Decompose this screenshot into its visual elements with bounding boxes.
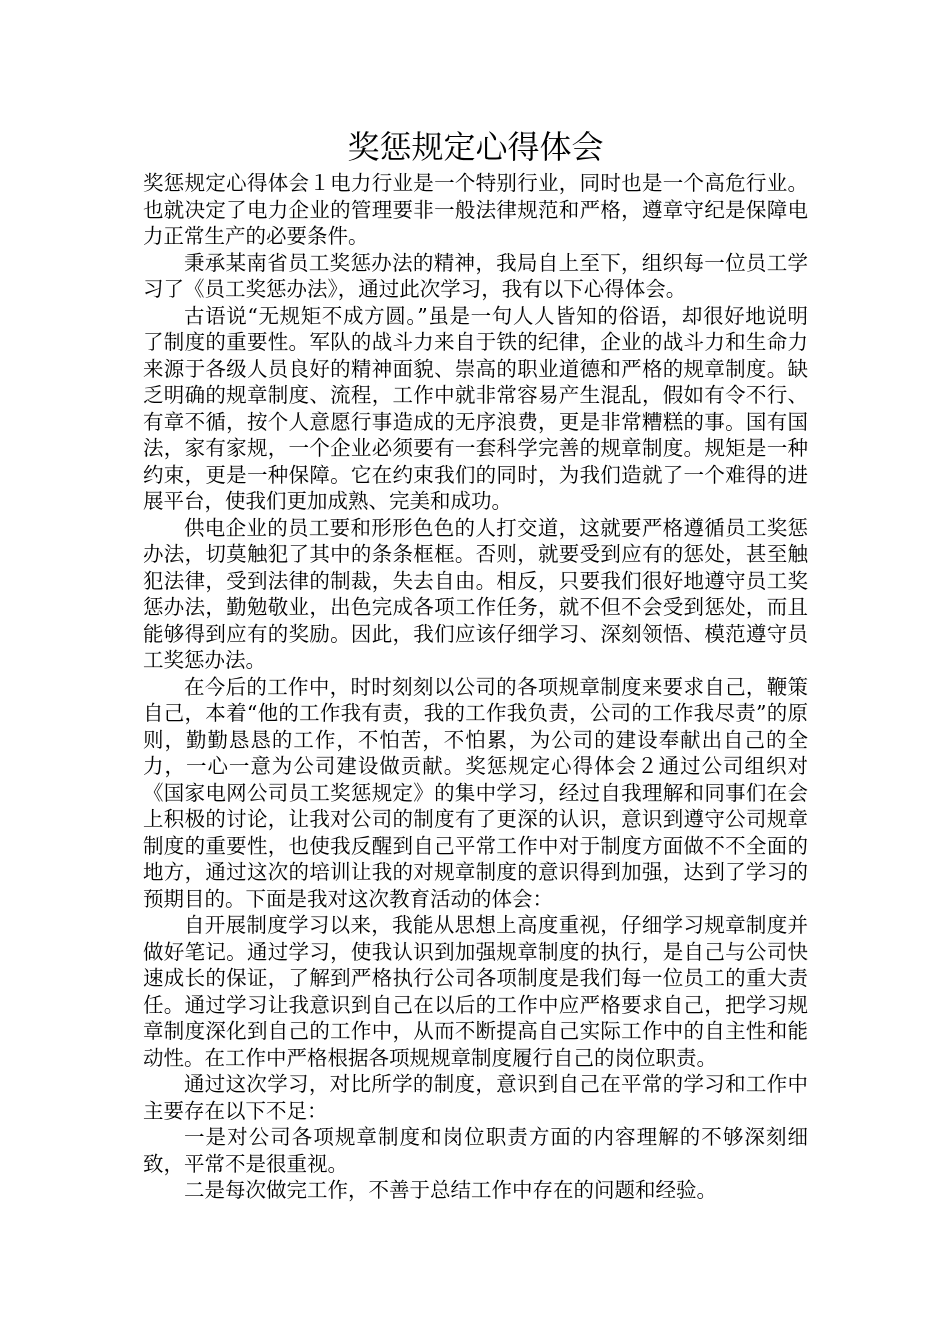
document-title: 奖惩规定心得体会 bbox=[347, 128, 604, 166]
paragraph-6: 自开展制度学习以来，我能从思想上高度重视，仔细学习规章制度并做好笔记。通过学习，使我认识到加强规章制度的执行，是自己与公司快速成长的保证，了解到严格执行公司各项制度是我们每一位员工的重大责任。通过学习让我意识到自己在以后的工作中应严格要求自己，把学习规章制度深化到自己的工作中，从而不断提高自己实际工作中的自主性和能动性。在工作中严格根据各项规规章制度履行自己的岗位职责。 bbox=[143, 913, 808, 1070]
paragraph-9: 二是每次做完工作，不善于总结工作中存在的问题和经验。 bbox=[184, 1178, 717, 1202]
document-body bbox=[143, 170, 808, 1204]
paragraph-4: 供电企业的员工要和形形色色的人打交道，这就要严格遵循员工奖惩办法，切莫触犯了其中的条条框框。否则，就要受到应有的惩处，甚至触犯法律，受到法律的制裁，失去自由。相反，只要我们很好地遵守员工奖惩办法，勤勉敬业，出色完成各项工作任务，就不但不会受到惩处，而且能够得到应有的奖励。因此，我们应该仔细学习、深刻领悟、模范遵守员工奖惩办法。 bbox=[143, 515, 808, 672]
document-page bbox=[143, 0, 808, 1204]
paragraph-2: 秉承某南省员工奖惩办法的精神，我局自上至下，组织每一位员工学习了《员工奖惩办法》，通过此次学习，我有以下心得体会。 bbox=[143, 250, 808, 301]
paragraph-5: 在今后的工作中，时时刻刻以公司的各项规章制度来要求自己，鞭策自己，本着“他的工作我有责，我的工作我负责，公司的工作我尽责”的原则，勤勤恳恳的工作，不怕苦，不怕累，为公司的建设奉献出自己的全力，一心一意为公司建设做贡献。奖惩规定心得体会２通过公司组织对《国家电网公司员工奖惩规定》的集中学习，经过自我理解和同事们在会上积极的讨论，让我对公司的制度有了更深的认识，意识到遵守公司规章制度的重要性，也使我反醒到自己平常工作中对于制度方面做不不全面的地方，通过这次的培训让我的对规章制度的意识得到加强，达到了学习的预期目的。下面是我对这次教育活动的体会： bbox=[143, 674, 808, 911]
paragraph-7: 通过这次学习，对比所学的制度，意识到自己在平常的学习和工作中主要存在以下不足： bbox=[143, 1072, 808, 1123]
paragraph-1: 奖惩规定心得体会１电力行业是一个特别行业，同时也是一个高危行业。也就决定了电力企业的管理要非一般法律规范和严格，遵章守纪是保障电力正常生产的必要条件。 bbox=[143, 171, 808, 248]
paragraph-3: 古语说“无规矩不成方圆。”虽是一句人人皆知的俗语，却很好地说明了制度的重要性。军队的战斗力来自于铁的纪律，企业的战斗力和生命力来源于各级人员良好的精神面貌、崇高的职业道德和严格的规章制度。缺乏明确的规章制度、流程，工作中就非常容易产生混乱，假如有令不行、有章不循，按个人意愿行事造成的无序浪费，更是非常糟糕的事。国有国法，家有家规，一个企业必须要有一套科学完善的规章制度。规矩是一种约束，更是一种保障。它在约束我们的同时，为我们造就了一个难得的进展平台，使我们更加成熟、完美和成功。 bbox=[143, 303, 808, 513]
paragraph-8: 一是对公司各项规章制度和岗位职责方面的内容理解的不够深刻细致，平常不是很重视。 bbox=[143, 1125, 808, 1176]
